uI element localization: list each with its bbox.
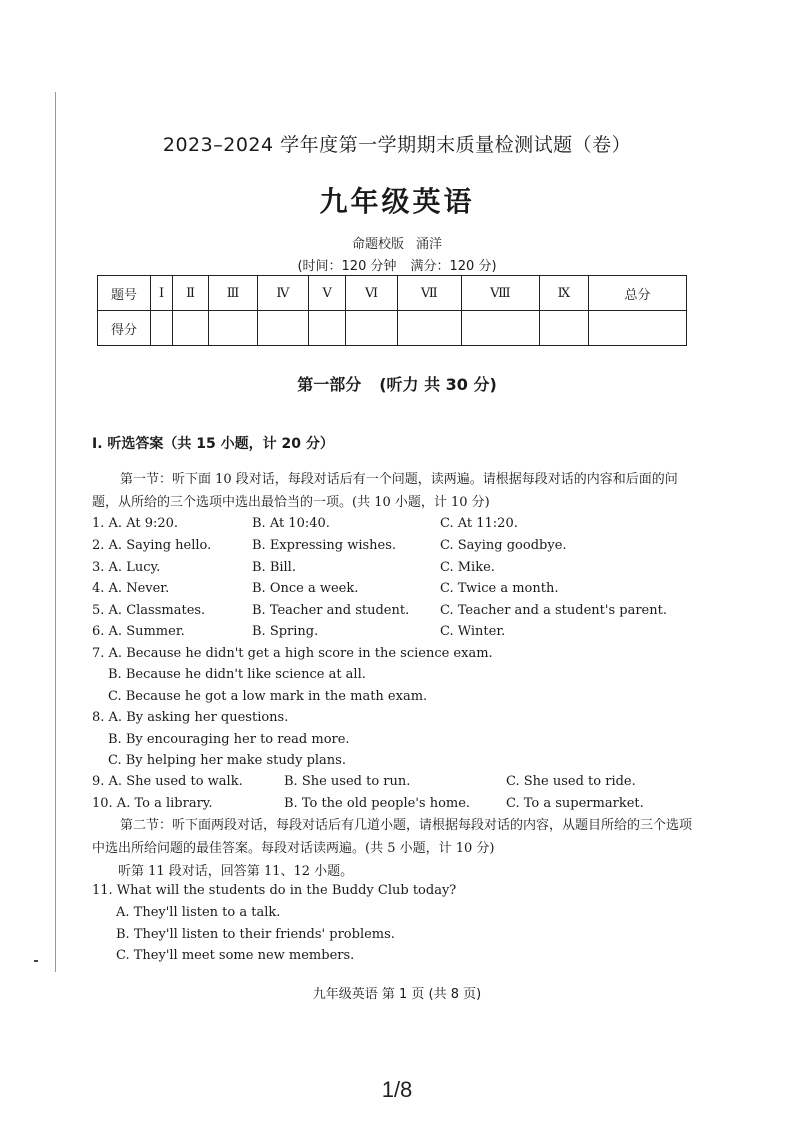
score-cell	[588, 311, 686, 346]
row-label: 题号	[98, 276, 151, 311]
score-table-header-row	[98, 276, 687, 311]
column-header: Ⅳ	[258, 276, 309, 311]
score-cell	[346, 311, 397, 346]
instruction-paragraph-2: 第二节：听下面两段对话，每段对话后有几道小题，请根据每段对话的内容，从题目所给的三个选项中选出所给问题的最佳答案。每段对话读两遍。(共 5 小题，计 10 分)	[92, 818, 693, 856]
q11-stem: 11. What will the students do in the Buddy Club today?	[92, 883, 457, 898]
q6-option-b: B. Spring.	[252, 624, 319, 639]
q8-option-c: C. By helping her make study plans.	[108, 753, 346, 768]
part-name: 第一部分	[297, 375, 362, 394]
q1-option-c: C. At 11:20.	[440, 516, 518, 531]
part-heading	[0, 372, 794, 395]
q5-option-a: 5. A. Classmates.	[92, 603, 206, 618]
column-header: 总分	[588, 276, 686, 311]
column-header: Ⅰ	[151, 276, 173, 311]
column-header: Ⅲ	[208, 276, 257, 311]
q7-option-a: 7. A. Because he didn't get a high score in the science exam.	[92, 646, 493, 661]
column-header: Ⅴ	[308, 276, 346, 311]
score-cell	[208, 311, 257, 346]
q10-option-c: C. To a supermarket.	[506, 796, 644, 811]
q10-option-a: 10. A. To a library.	[92, 796, 213, 811]
binding-margin-line	[55, 92, 56, 972]
school-info	[0, 233, 794, 252]
q11-option-c: C. They'll meet some new members.	[116, 948, 355, 963]
instruction-paragraph: 第一节：听下面 10 段对话，每段对话后有一个问题，读两遍。请根据每段对话的内容和后面的问题，从所给的三个选项中选出最恰当的一项。(共 10 小题，计 10 分)	[92, 472, 678, 510]
column-header: Ⅶ	[397, 276, 461, 311]
time-limit: (时间：120 分钟	[297, 259, 397, 274]
q1-option-b: B. At 10:40.	[252, 516, 330, 531]
q5-option-b: B. Teacher and student.	[252, 603, 410, 618]
q8-option-a: 8. A. By asking her questions.	[92, 710, 289, 725]
column-header: Ⅸ	[539, 276, 588, 311]
q2-option-a: 2. A. Saying hello.	[92, 538, 212, 553]
exam-title: 2023–2024 学年度第一学期期末质量检测试题（卷）	[162, 134, 632, 156]
q11-option-a: A. They'll listen to a talk.	[116, 905, 281, 920]
q2-option-b: B. Expressing wishes.	[252, 538, 397, 553]
q4-option-a: 4. A. Never.	[92, 581, 170, 596]
score-cell	[539, 311, 588, 346]
page-footer: 九年级英语 第 1 页 (共 8 页)	[312, 987, 482, 1002]
column-header: Ⅱ	[173, 276, 209, 311]
page-indicator: 1/8	[381, 1077, 413, 1102]
full-score: 满分：120 分)	[410, 259, 497, 274]
score-table-score-row	[98, 311, 687, 346]
part-description: (听力 共 30 分)	[379, 375, 497, 394]
q2-option-c: C. Saying goodbye.	[440, 538, 567, 553]
q9-option-b: B. She used to run.	[284, 774, 411, 789]
row-label: 得分	[98, 311, 151, 346]
q10-option-b: B. To the old people's home.	[284, 796, 471, 811]
q5-option-c: C. Teacher and a student's parent.	[440, 603, 667, 618]
score-cell	[461, 311, 539, 346]
time-score-info	[0, 255, 794, 274]
q7-option-b: B. Because he didn't like science at all.	[108, 667, 366, 682]
q1-option-a: 1. A. At 9:20.	[92, 516, 179, 531]
score-cell	[151, 311, 173, 346]
column-header: Ⅷ	[461, 276, 539, 311]
q3-option-a: 3. A. Lucy.	[92, 560, 161, 575]
school-name: 命题校版	[351, 237, 404, 252]
subject-title: 九年级英语	[319, 185, 475, 218]
q9-option-c: C. She used to ride.	[506, 774, 636, 789]
q3-option-c: C. Mike.	[440, 560, 495, 575]
score-cell	[258, 311, 309, 346]
q6-option-c: C. Winter.	[440, 624, 506, 639]
section-heading: I. 听选答案（共 15 小题，计 20 分）	[92, 436, 334, 452]
q8-option-b: B. By encouraging her to read more.	[108, 732, 350, 747]
q4-option-c: C. Twice a month.	[440, 581, 559, 596]
q6-option-a: 6. A. Summer.	[92, 624, 185, 639]
column-header: Ⅵ	[346, 276, 397, 311]
q9-option-a: 9. A. She used to walk.	[92, 774, 243, 789]
score-cell	[397, 311, 461, 346]
q3-option-b: B. Bill.	[252, 560, 296, 575]
score-cell	[308, 311, 346, 346]
margin-mark	[34, 960, 38, 962]
author-name: 涌洋	[416, 237, 443, 252]
q7-option-c: C. Because he got a low mark in the math exam.	[108, 689, 428, 704]
score-cell	[173, 311, 209, 346]
q11-option-b: B. They'll listen to their friends' problems.	[116, 927, 395, 942]
score-table	[97, 275, 687, 346]
instruction-line-3: 听第 11 段对话，回答第 11、12 小题。	[118, 864, 354, 879]
q4-option-b: B. Once a week.	[252, 581, 359, 596]
